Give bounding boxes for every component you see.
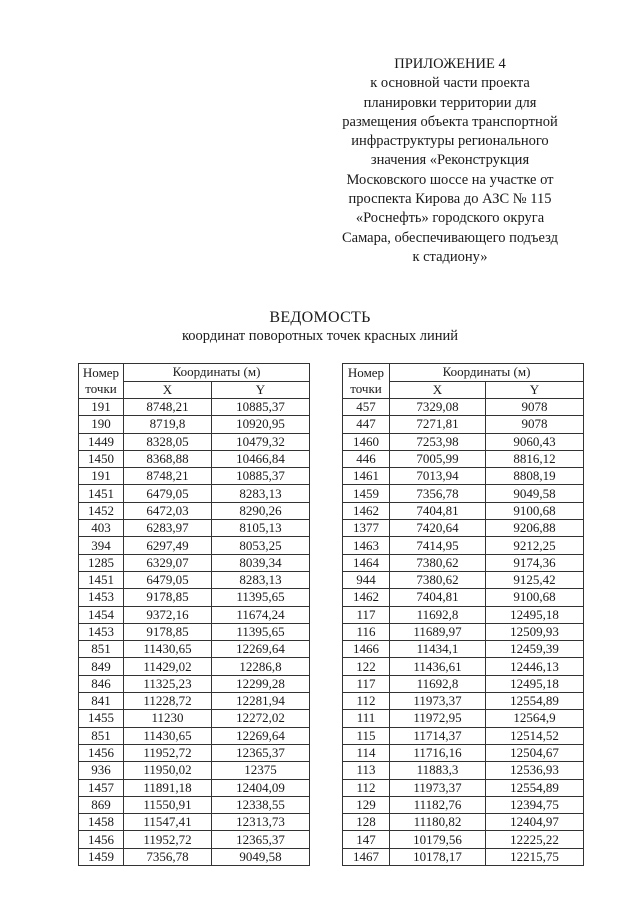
- cell-y: 8283,13: [212, 571, 310, 588]
- table-row: [343, 606, 584, 623]
- cell-x: 11950,02: [124, 762, 212, 779]
- cell-y: 12554,89: [486, 693, 584, 710]
- cell-y: 9100,68: [486, 589, 584, 606]
- cell-y: 8283,13: [212, 485, 310, 502]
- cell-x: 9372,16: [124, 606, 212, 623]
- table-row: [343, 433, 584, 450]
- cell-x: 7414,95: [390, 537, 486, 554]
- cell-point-number: 1457: [79, 779, 124, 796]
- cell-y: 12404,97: [486, 814, 584, 831]
- cell-point-number: 1466: [343, 641, 390, 658]
- appendix-line: значения «Реконструкция: [370, 152, 530, 169]
- table-row: [79, 571, 310, 588]
- cell-y: 12365,37: [212, 744, 310, 761]
- cell-x: 10178,17: [390, 848, 486, 865]
- header-point-number: [343, 364, 390, 399]
- cell-point-number: 457: [343, 399, 390, 416]
- cell-point-number: 113: [343, 762, 390, 779]
- cell-point-number: 191: [79, 468, 124, 485]
- cell-x: 11973,37: [390, 779, 486, 796]
- cell-point-number: 1458: [79, 814, 124, 831]
- table-row: [343, 831, 584, 848]
- table-row: [79, 450, 310, 467]
- cell-x: 11952,72: [124, 744, 212, 761]
- table-row: [343, 658, 584, 675]
- cell-x: 8368,88: [124, 450, 212, 467]
- cell-x: 11429,02: [124, 658, 212, 675]
- cell-y: 9060,43: [486, 433, 584, 450]
- cell-x: 7380,62: [390, 554, 486, 571]
- cell-point-number: 869: [79, 796, 124, 813]
- table-row: [343, 814, 584, 831]
- cell-y: 9100,68: [486, 502, 584, 519]
- table-row: [343, 485, 584, 502]
- table-row: [343, 520, 584, 537]
- table-row: [79, 416, 310, 433]
- table-row: [79, 589, 310, 606]
- cell-point-number: 1459: [79, 848, 124, 865]
- cell-x: 8748,21: [124, 468, 212, 485]
- header-number-line2: точки: [350, 381, 382, 396]
- appendix-line: Самара, обеспечивающего подъезд: [341, 229, 559, 246]
- cell-point-number: 849: [79, 658, 124, 675]
- cell-x: 11430,65: [124, 727, 212, 744]
- header-coordinates: Координаты (м): [390, 364, 584, 382]
- cell-y: 8053,25: [212, 537, 310, 554]
- cell-point-number: 1462: [343, 502, 390, 519]
- cell-y: 12459,39: [486, 641, 584, 658]
- cell-x: 11182,76: [390, 796, 486, 813]
- cell-x: 6479,05: [124, 571, 212, 588]
- table-row: [79, 554, 310, 571]
- table-row: [79, 468, 310, 485]
- cell-y: 11674,24: [212, 606, 310, 623]
- cell-x: 11973,37: [390, 693, 486, 710]
- table-row: [343, 571, 584, 588]
- cell-point-number: 1461: [343, 468, 390, 485]
- cell-point-number: 116: [343, 623, 390, 640]
- table-row: [343, 744, 584, 761]
- cell-y: 8290,26: [212, 502, 310, 519]
- cell-y: 9212,25: [486, 537, 584, 554]
- cell-y: 10920,95: [212, 416, 310, 433]
- cell-x: 7329,08: [390, 399, 486, 416]
- cell-point-number: 1450: [79, 450, 124, 467]
- cell-point-number: 1454: [79, 606, 124, 623]
- cell-x: 9178,85: [124, 589, 212, 606]
- header-y: Y: [486, 381, 584, 399]
- cell-y: 10885,37: [212, 399, 310, 416]
- cell-y: 8816,12: [486, 450, 584, 467]
- cell-y: 12215,75: [486, 848, 584, 865]
- header-point-number: [79, 364, 124, 399]
- cell-x: 6297,49: [124, 537, 212, 554]
- cell-y: 9049,58: [212, 848, 310, 865]
- table-row: [343, 450, 584, 467]
- table-row: [79, 502, 310, 519]
- cell-y: 11395,65: [212, 623, 310, 640]
- cell-y: 12338,55: [212, 796, 310, 813]
- appendix-line: размещения объекта транспортной: [342, 113, 558, 130]
- cell-y: 12365,37: [212, 831, 310, 848]
- cell-x: 11180,82: [390, 814, 486, 831]
- cell-x: 11692,8: [390, 675, 486, 692]
- cell-point-number: 111: [343, 710, 390, 727]
- cell-point-number: 112: [343, 779, 390, 796]
- table-row: [79, 779, 310, 796]
- table-row: [343, 554, 584, 571]
- cell-y: 12299,28: [212, 675, 310, 692]
- table-row: [343, 710, 584, 727]
- table-row: [79, 710, 310, 727]
- cell-point-number: 447: [343, 416, 390, 433]
- table-row: [79, 606, 310, 623]
- cell-x: 11692,8: [390, 606, 486, 623]
- cell-point-number: 394: [79, 537, 124, 554]
- appendix-heading: [330, 55, 570, 267]
- cell-x: 7356,78: [390, 485, 486, 502]
- cell-x: 11716,16: [390, 744, 486, 761]
- header-x: X: [124, 381, 212, 399]
- table-row: [343, 675, 584, 692]
- table-row: [343, 796, 584, 813]
- table-row: [79, 831, 310, 848]
- cell-point-number: 147: [343, 831, 390, 848]
- cell-point-number: 1459: [343, 485, 390, 502]
- cell-point-number: 190: [79, 416, 124, 433]
- cell-y: 12394,75: [486, 796, 584, 813]
- cell-x: 10179,56: [390, 831, 486, 848]
- cell-point-number: 846: [79, 675, 124, 692]
- cell-y: 12504,67: [486, 744, 584, 761]
- cell-y: 9174,36: [486, 554, 584, 571]
- cell-point-number: 1377: [343, 520, 390, 537]
- header-x: X: [390, 381, 486, 399]
- appendix-line: «Роснефть» городского округа: [355, 210, 545, 227]
- cell-x: 8719,8: [124, 416, 212, 433]
- table-row: [343, 727, 584, 744]
- cell-y: 12269,64: [212, 641, 310, 658]
- cell-point-number: 1456: [79, 744, 124, 761]
- table-row: [343, 623, 584, 640]
- cell-point-number: 191: [79, 399, 124, 416]
- cell-x: 7404,81: [390, 589, 486, 606]
- appendix-line: Московского шоссе на участке от: [346, 171, 554, 188]
- cell-x: 11228,72: [124, 693, 212, 710]
- table-row: [343, 399, 584, 416]
- cell-y: 9078: [486, 399, 584, 416]
- header-coordinates: Координаты (м): [124, 364, 310, 382]
- cell-y: 8105,13: [212, 520, 310, 537]
- table-row: [79, 537, 310, 554]
- cell-x: 11325,23: [124, 675, 212, 692]
- cell-point-number: 1463: [343, 537, 390, 554]
- cell-point-number: 1464: [343, 554, 390, 571]
- table-row: [79, 744, 310, 761]
- table-row: [79, 520, 310, 537]
- cell-point-number: 1467: [343, 848, 390, 865]
- cell-y: 12281,94: [212, 693, 310, 710]
- cell-x: 11550,91: [124, 796, 212, 813]
- cell-point-number: 115: [343, 727, 390, 744]
- cell-x: 6479,05: [124, 485, 212, 502]
- cell-x: 7356,78: [124, 848, 212, 865]
- table-row: [343, 468, 584, 485]
- cell-x: 11689,97: [390, 623, 486, 640]
- table-row: [343, 641, 584, 658]
- cell-x: 8328,05: [124, 433, 212, 450]
- cell-y: 12564,9: [486, 710, 584, 727]
- appendix-line: к стадиону»: [412, 248, 488, 265]
- cell-x: 11230: [124, 710, 212, 727]
- header-y: Y: [212, 381, 310, 399]
- table-body-left: [79, 399, 310, 866]
- cell-y: 12495,18: [486, 675, 584, 692]
- table-row: [79, 399, 310, 416]
- coordinates-table-left: [78, 363, 310, 866]
- cell-x: 7271,81: [390, 416, 486, 433]
- cell-y: 10885,37: [212, 468, 310, 485]
- cell-y: 12375: [212, 762, 310, 779]
- cell-x: 7380,62: [390, 571, 486, 588]
- cell-point-number: 1456: [79, 831, 124, 848]
- table-row: [79, 727, 310, 744]
- cell-x: 11547,41: [124, 814, 212, 831]
- cell-x: 11952,72: [124, 831, 212, 848]
- appendix-line: инфраструктуры регионального: [351, 133, 549, 150]
- cell-x: 7404,81: [390, 502, 486, 519]
- coordinates-table-right: [342, 363, 584, 866]
- cell-point-number: 129: [343, 796, 390, 813]
- cell-y: 9125,42: [486, 571, 584, 588]
- appendix-number: ПРИЛОЖЕНИЕ 4: [394, 56, 506, 72]
- table-row: [343, 416, 584, 433]
- appendix-line: планировки территории для: [363, 94, 537, 111]
- cell-point-number: 851: [79, 641, 124, 658]
- cell-y: 12536,93: [486, 762, 584, 779]
- table-row: [343, 848, 584, 865]
- appendix-line: к основной части проекта: [370, 75, 530, 92]
- table-row: [343, 779, 584, 796]
- cell-point-number: 841: [79, 693, 124, 710]
- cell-point-number: 1453: [79, 623, 124, 640]
- cell-y: 8039,34: [212, 554, 310, 571]
- cell-y: 12514,52: [486, 727, 584, 744]
- table-row: [79, 762, 310, 779]
- cell-x: 7005,99: [390, 450, 486, 467]
- cell-y: 12446,13: [486, 658, 584, 675]
- cell-y: 12495,18: [486, 606, 584, 623]
- cell-point-number: 1451: [79, 571, 124, 588]
- cell-point-number: 1460: [343, 433, 390, 450]
- cell-point-number: 1449: [79, 433, 124, 450]
- cell-y: 12404,09: [212, 779, 310, 796]
- table-row: [79, 796, 310, 813]
- table-row: [79, 658, 310, 675]
- cell-y: 9206,88: [486, 520, 584, 537]
- document-subtitle: координат поворотных точек красных линий: [181, 328, 459, 344]
- cell-y: 12554,89: [486, 779, 584, 796]
- cell-x: 11714,37: [390, 727, 486, 744]
- cell-y: 9049,58: [486, 485, 584, 502]
- cell-y: 12286,8: [212, 658, 310, 675]
- table-row: [343, 589, 584, 606]
- cell-point-number: 117: [343, 606, 390, 623]
- cell-point-number: 851: [79, 727, 124, 744]
- cell-x: 7420,64: [390, 520, 486, 537]
- table-row: [79, 693, 310, 710]
- cell-point-number: 1452: [79, 502, 124, 519]
- cell-y: 12509,93: [486, 623, 584, 640]
- cell-point-number: 1462: [343, 589, 390, 606]
- table-row: [79, 675, 310, 692]
- table-row: [79, 641, 310, 658]
- header-number-line1: Номер: [347, 365, 385, 380]
- cell-x: 6329,07: [124, 554, 212, 571]
- cell-x: 11434,1: [390, 641, 486, 658]
- cell-y: 9078: [486, 416, 584, 433]
- cell-point-number: 114: [343, 744, 390, 761]
- cell-point-number: 128: [343, 814, 390, 831]
- cell-point-number: 446: [343, 450, 390, 467]
- cell-y: 12272,02: [212, 710, 310, 727]
- table-row: [79, 814, 310, 831]
- header-number-line2: точки: [85, 381, 117, 396]
- table-row: [343, 537, 584, 554]
- cell-x: 7013,94: [390, 468, 486, 485]
- cell-point-number: 122: [343, 658, 390, 675]
- cell-y: 12225,22: [486, 831, 584, 848]
- table-row: [79, 433, 310, 450]
- cell-y: 8808,19: [486, 468, 584, 485]
- cell-point-number: 1451: [79, 485, 124, 502]
- cell-x: 9178,85: [124, 623, 212, 640]
- document-title: ВЕДОМОСТЬ: [269, 309, 371, 326]
- cell-y: 10479,32: [212, 433, 310, 450]
- cell-y: 11395,65: [212, 589, 310, 606]
- appendix-line: проспекта Кирова до АЗС № 115: [348, 191, 552, 208]
- cell-point-number: 112: [343, 693, 390, 710]
- cell-y: 12269,64: [212, 727, 310, 744]
- cell-x: 11883,3: [390, 762, 486, 779]
- cell-x: 11430,65: [124, 641, 212, 658]
- table-row: [343, 693, 584, 710]
- table-row: [79, 485, 310, 502]
- table-row: [343, 502, 584, 519]
- cell-x: 11436,61: [390, 658, 486, 675]
- cell-point-number: 403: [79, 520, 124, 537]
- cell-x: 11891,18: [124, 779, 212, 796]
- cell-x: 8748,21: [124, 399, 212, 416]
- cell-point-number: 936: [79, 762, 124, 779]
- cell-x: 6283,97: [124, 520, 212, 537]
- cell-x: 11972,95: [390, 710, 486, 727]
- cell-y: 10466,84: [212, 450, 310, 467]
- table-row: [79, 848, 310, 865]
- header-number-line1: Номер: [82, 365, 120, 380]
- table-row: [343, 762, 584, 779]
- cell-point-number: 944: [343, 571, 390, 588]
- cell-point-number: 1455: [79, 710, 124, 727]
- cell-point-number: 117: [343, 675, 390, 692]
- table-row: [79, 623, 310, 640]
- cell-x: 6472,03: [124, 502, 212, 519]
- cell-x: 7253,98: [390, 433, 486, 450]
- table-body-right: [343, 399, 584, 866]
- cell-y: 12313,73: [212, 814, 310, 831]
- cell-point-number: 1285: [79, 554, 124, 571]
- cell-point-number: 1453: [79, 589, 124, 606]
